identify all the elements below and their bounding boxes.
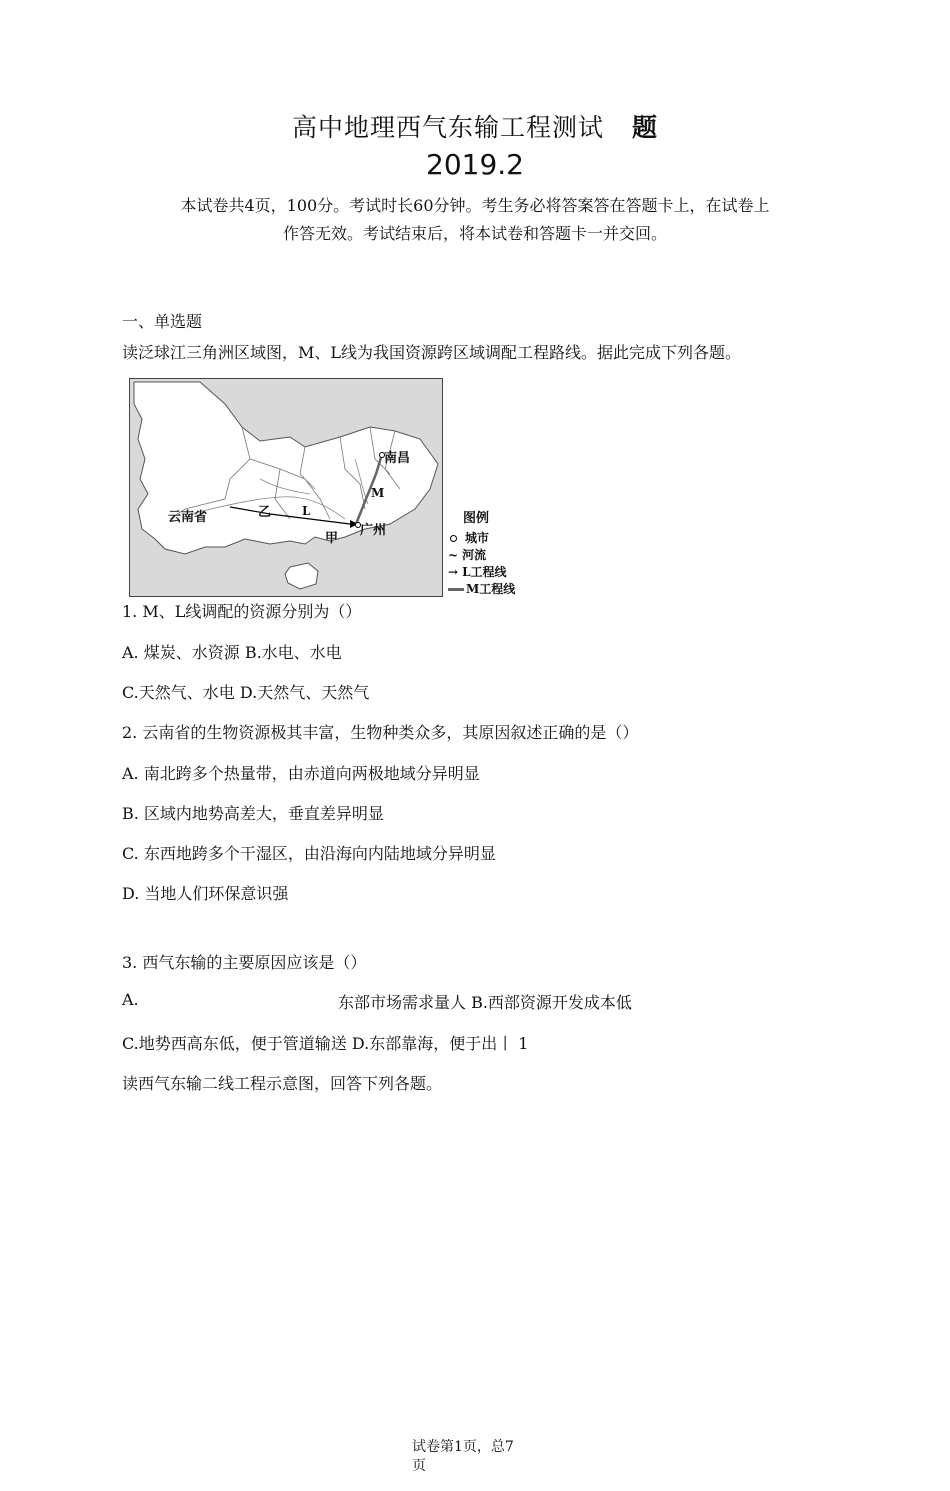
q2-option-a: A. 南北跨多个热量带，由赤道向两极地域分异明显: [122, 764, 480, 783]
legend-city: [450, 529, 489, 546]
legend-river: [448, 546, 486, 563]
legend-m-line: [448, 580, 515, 597]
land-region: [134, 382, 438, 554]
q2-option-d: D. 当地人们环保意识强: [122, 884, 289, 903]
q2-option-c: C. 东西地跨多个干湿区，由沿海向内陆地域分异明显: [122, 844, 496, 863]
page-title: [0, 108, 950, 144]
title-text: 高中地理西气东输工程测试: [291, 113, 604, 142]
q1-options-ab: A. 煤炭、水资源 B.水电、水电: [122, 643, 342, 662]
section-heading: 一、单选题: [122, 312, 203, 331]
legend-title: 图例: [463, 511, 490, 526]
label-l: L: [302, 504, 311, 518]
q1-stem: 1. M、L线调配的资源分别为（）: [122, 602, 362, 621]
q3-options-ab: 东部市场需求量人 B.西部资源开发成本低: [338, 993, 632, 1012]
exam-year: 2019.2: [426, 148, 524, 181]
q1-options-cd: C.天然气、水电 D.天然气、天然气: [122, 683, 370, 702]
page-footer-line-1: 试卷第1页，总7: [412, 1439, 514, 1455]
q2-option-b: B. 区域内地势高差大，垂直差异明显: [122, 804, 384, 823]
q2-stem: 2. 云南省的生物资源极其丰富，生物种类众多，其原因叙述正确的是（）: [122, 723, 639, 742]
legend-l-line-label: L工程线: [462, 565, 507, 579]
legend-river-label: 河流: [462, 548, 487, 562]
passage-2: 读西气东输二线工程示意图，回答下列各题。: [122, 1074, 443, 1093]
q3-option-a-label: A.: [122, 990, 139, 1009]
intro-line-2: 作答无效。考试结束后，将本试卷和答题卡一并交回。: [282, 224, 667, 243]
label-yi: 乙: [258, 505, 272, 520]
label-nanchang: 南昌: [384, 451, 411, 466]
hainan-island: [285, 563, 318, 589]
legend-river-icon: ~: [448, 548, 459, 562]
legend-l-line-icon: →: [448, 565, 459, 579]
legend-city-label: 城市: [465, 531, 490, 545]
legend-m-line-icon: [448, 588, 464, 591]
legend-l-line: [448, 563, 507, 580]
title-tail: 题: [632, 113, 659, 142]
q3-options-cd: C.地势西高东低，便于管道输送 D.东部靠海，便于出丨 1: [122, 1034, 529, 1053]
passage-text: 读泛球江三角洲区域图，M、L线为我国资源跨区域调配工程路线。据此完成下列各题。: [122, 343, 742, 362]
label-m: M: [371, 486, 385, 500]
label-guangzhou: 广州: [360, 523, 387, 538]
page-footer-line-2: 页: [412, 1458, 426, 1474]
q3-stem: 3. 西气东输的主要原因应该是（）: [122, 953, 367, 972]
pearl-river-delta-map: [129, 378, 443, 597]
label-yunnan: 云南省: [168, 510, 208, 525]
intro-line-1: 本试卷共4页，100分。考试时长60分钟。考生务必将答案答在答题卡上，在试卷上: [180, 196, 770, 215]
legend-city-icon: [450, 535, 457, 542]
legend-m-line-label: M工程线: [466, 582, 516, 596]
label-jia: 甲: [325, 531, 339, 546]
map-drawing: [130, 379, 442, 596]
